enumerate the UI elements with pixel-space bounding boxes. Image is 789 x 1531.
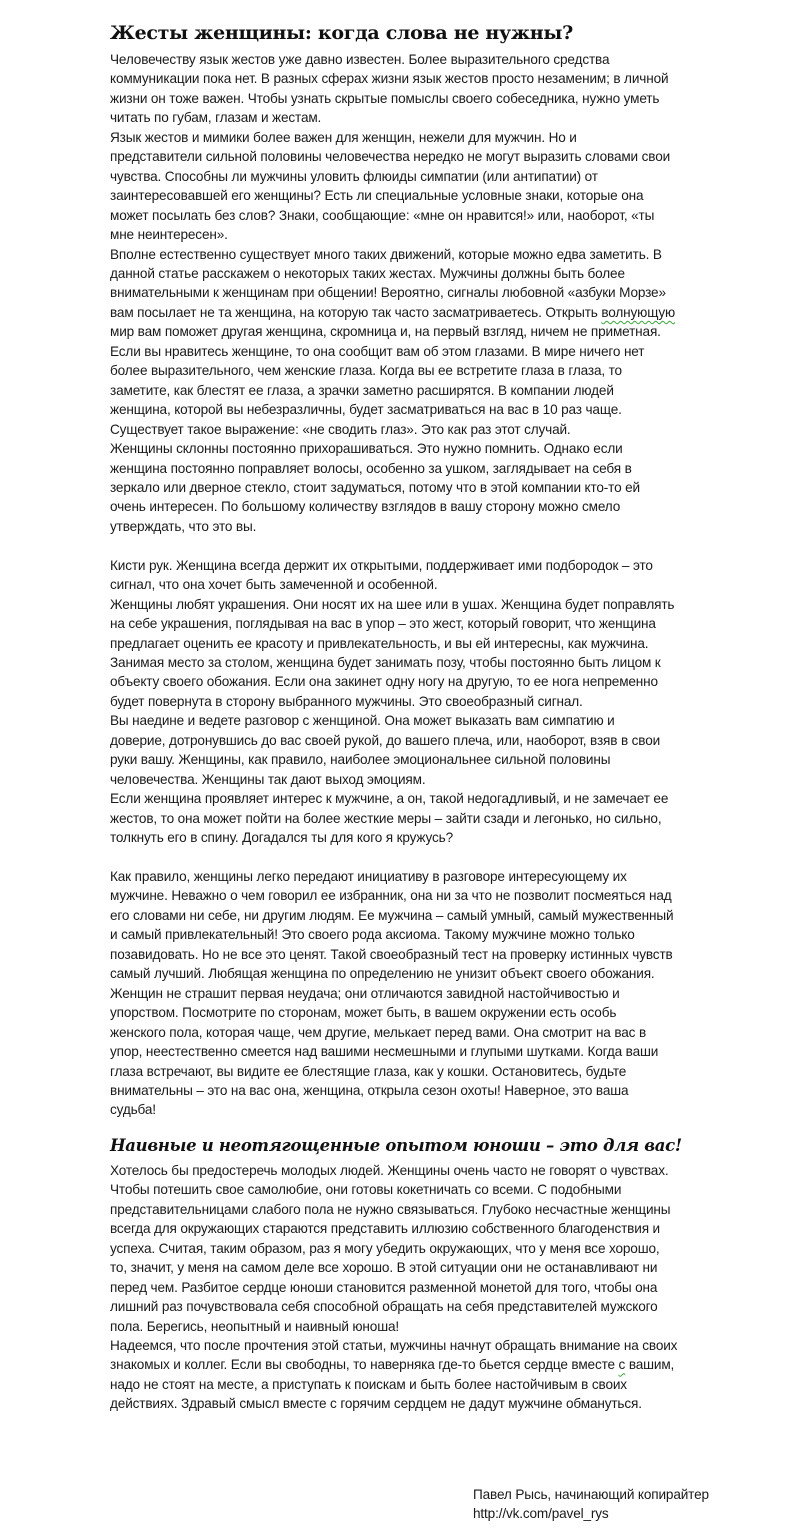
text-line: Существует такое выражение: «не сводить глаз». Это как раз этот случай. [110, 421, 571, 437]
text-line: Женщины любят украшения. Они носят их на шее или в ушах. Женщина будет поправлять [110, 596, 675, 612]
text-line: надо не стоят на месте, а приступать к поискам и быть более настойчивым в своих [110, 1376, 627, 1392]
text-line: Кисти рук. Женщина всегда держит их открытыми, поддерживает ими подбородок – это [110, 557, 653, 573]
paragraph [110, 595, 750, 712]
text-line: Женщин не страшит первая неудача; они отличаются завидной настойчивостью и [110, 985, 620, 1001]
text-line: жизни он тоже важен. Чтобы узнать скрытые помыслы своего собеседника, нужно уметь [110, 90, 660, 106]
text-line: пола. Берегись, неопытный и наивный юноша! [110, 1318, 399, 1334]
text-line: заинтересовавшей его женщины? Есть ли специальные условные знаки, которые она [110, 188, 644, 204]
text-line: более выразительного, чем женские глаза. Когда вы ее встретите глаза в глаза, то [110, 363, 622, 379]
text-fragment: вашим, [625, 1357, 675, 1373]
text-line: внимательны – это на вас она, женщина, открыла сезон охоты! Наверное, это ваша [110, 1082, 629, 1098]
paragraph [110, 556, 750, 595]
text-line: позавидовать. Но не все это ценят. Такой своеобразный тест на проверку истинных чувств [110, 946, 673, 962]
author-link[interactable]: http://vk.com/pavel_rys [473, 1506, 609, 1521]
text-line: Надеемся, что после прочтения этой статьи, мужчины начнут обращать внимание на своих [110, 1337, 678, 1353]
text-line: руки вашу. Женщины, как правило, наиболее эмоциональнее сильной половины [110, 752, 611, 768]
text-line: читать по губам, глазам и жестам. [110, 110, 322, 126]
text-line: коммуникации пока нет. В разных сферах жизни язык жестов просто незаменим; в личной [110, 71, 669, 87]
text-line: Если женщина проявляет интерес к мужчине, а он, такой недогадливый, и не замечает ее [110, 791, 669, 807]
text-line: внимательными к женщинам при общении! Вероятно, сигналы любовной «азбуки Морзе» [110, 285, 666, 301]
section-warning [110, 1161, 750, 1414]
text-line: может посылать без слов? Знаки, сообщающие: «мне он нравится!» или, наоборот, «ты [110, 207, 655, 223]
paragraph [110, 711, 750, 789]
text-line: чувства. Способны ли мужчины уловить флюиды симпатии (или антипатии) от [110, 168, 598, 184]
spellcheck-word: с [618, 1357, 626, 1373]
paragraph [110, 789, 750, 847]
text-line: заметите, как блестят ее глаза, а зрачки заметно расширятся. В компании людей [110, 382, 614, 398]
text-line: мне неинтересен». [110, 227, 228, 243]
text-line: упор, неестественно смеется над вашими несмешными и глупыми шутками. Когда ваши [110, 1044, 659, 1060]
text-line: предлагает оценить ее красоту и привлекательность, и вы ей интересны, как мужчина. [110, 635, 649, 651]
text-line: вам посылает не та женщина, на которую так часто засматриваетесь. Открыть волнующую [110, 304, 676, 320]
text-line: человечества. Женщины так дают выход эмоциям. [110, 771, 426, 787]
text-line: женского пола, которая чаще, чем другие, мелькает перед вами. Она смотрит на вас в [110, 1024, 647, 1040]
text-line: объекту своего обожания. Если она закинет одну ногу на другую, то ее нога непременно [110, 674, 658, 690]
text-line: зеркало или дверное стекло, стоит задуматься, потому что в этой компании кто-то ей [110, 479, 640, 495]
text-line: успеха. Считая, таким образом, раз я могу убедить окружающих, что у меня все хорошо, [110, 1240, 660, 1256]
text-line: Чтобы потешить свое самолюбие, они готовы кокетничать со всеми. С подобными [110, 1182, 622, 1198]
text-line: его словами ни себе, ни другим людям. Ее мужчина – самый умный, самый мужественный [110, 907, 674, 923]
paragraph [110, 1336, 750, 1414]
text-line: женщина, которой вы небезразличны, будет засматриваться на вас в 10 раз чаще. [110, 402, 622, 418]
text-line: самый лучший. Любящая женщина по определению не унизит объект своего обожания. [110, 966, 655, 982]
text-line: представители сильной половины человечества нередко не могут выразить словами свои [110, 149, 671, 165]
text-line: Женщины склонны постоянно прихорашиваться. Это нужно помнить. Однако если [110, 441, 623, 457]
text-line: представительницами слабого пола не нужно связываться. Глубоко несчастные женщины [110, 1201, 671, 1217]
text-line: Человечеству язык жестов уже давно известен. Более выразительного средства [110, 52, 610, 67]
text-line: и самый привлекательный! Это своего рода аксиома. Такому мужчине можно только [110, 927, 635, 943]
text-line: знакомых и коллег. Если вы свободны, то наверняка где-то бьется сердце вместе с вашим, [110, 1357, 675, 1373]
text-line: будет повернута в сторону выбранного мужчины. Это своеобразный сигнал. [110, 693, 583, 709]
text-line: судьба! [110, 1102, 156, 1118]
paragraph [110, 245, 750, 440]
text-line: Хотелось бы предостеречь молодых людей. Женщины очень часто не говорят о чувствах. [110, 1162, 669, 1178]
text-line: перед чем. Разбитое сердце юноши становится разменной монетой для того, чтобы она [110, 1279, 658, 1295]
section-initiative [110, 867, 750, 1120]
text-line: мир вам поможет другая женщина, скромница и, на первый взгляд, ничем не приметная. [110, 324, 661, 340]
text-line: жестов, то она может пойти на более жесткие меры – зайти сзади и легонько, но сильно, [110, 810, 662, 826]
paragraph [110, 439, 750, 536]
paragraph [110, 50, 750, 128]
text-line: всегда для окружающих стараются представить иллюзию собственного благоденствия и [110, 1221, 660, 1237]
article [110, 20, 750, 1414]
section-subtitle: Наивные и неотягощенные опытом юноши – это для вас! [110, 1135, 682, 1155]
text-line: Язык жестов и мимики более важен для женщин, нежели для мужчин. Но и [110, 129, 577, 145]
signature [473, 1485, 709, 1523]
paragraph [110, 867, 750, 1120]
article-title: Жесты женщины: когда слова не нужны? [110, 22, 573, 44]
text-line: толкнуть его в спину. Догадался ты для кого я кружусь? [110, 830, 454, 846]
text-line: Занимая место за столом, женщина будет занимать позу, чтобы постоянно быть лицом к [110, 655, 661, 671]
text-line: лишний раз почувствовала себя способной обращать на себя представителей мужского [110, 1299, 658, 1315]
text-line: то, значит, у меня на самом деле все хорошо. В этой ситуации они не останавливают ни [110, 1260, 658, 1276]
text-line: Вы наедине и ведете разговор с женщиной. Она может выказать вам симпатию и [110, 713, 615, 729]
text-line: на себе украшения, поглядывая на вас в упор – это жест, который говорит, что женщина [110, 616, 656, 632]
spellcheck-word: волнующую [601, 304, 676, 320]
text-line: очень интересен. По большому количеству взглядов в вашу сторону можно смело [110, 499, 621, 515]
paragraph [110, 1161, 750, 1336]
text-line: Как правило, женщины легко передают инициативу в разговоре интересующему их [110, 869, 627, 884]
section-intro [110, 50, 750, 536]
text-line: глаза встречают, вы видите ее блестящие глаза, как у кошки. Остановитесь, будьте [110, 1063, 627, 1079]
blank-line [110, 536, 750, 555]
text-line: упорством. Посмотрите по сторонам, может быть, в вашем окружении есть особь [110, 1005, 617, 1021]
author-name: Павел Рысь, начинающий копирайтер [473, 1487, 709, 1502]
text-line: женщина постоянно поправляет волосы, особенно за ушком, заглядывает на себя в [110, 460, 632, 476]
text-line: Вполне естественно существует много таких движений, которые можно едва заметить. В [110, 246, 662, 262]
paragraph [110, 128, 750, 245]
text-line: действиях. Здравый смысл вместе с горячим сердцем не дадут мужчине обмануться. [110, 1396, 642, 1412]
spacer [110, 1120, 750, 1134]
text-line: сигнал, что она хочет быть замеченной и особенной. [110, 577, 438, 593]
text-line: утверждать, что это вы. [110, 518, 257, 534]
text-line: мужчине. Неважно о чем говорил ее избранник, она ни за что не позволит посмеяться над [110, 888, 672, 904]
blank-line [110, 848, 750, 867]
text-line: Если вы нравитесь женщине, то она сообщит вам об этом глазами. В мире ничего нет [110, 343, 645, 359]
text-line: данной статье расскажем о некоторых таких жестах. Мужчины должны быть более [110, 265, 625, 281]
text-line: доверие, дотронувшись до вас своей рукой, до вашего плеча, или, наоборот, взяв в свои [110, 732, 661, 748]
section-gestures [110, 556, 750, 848]
